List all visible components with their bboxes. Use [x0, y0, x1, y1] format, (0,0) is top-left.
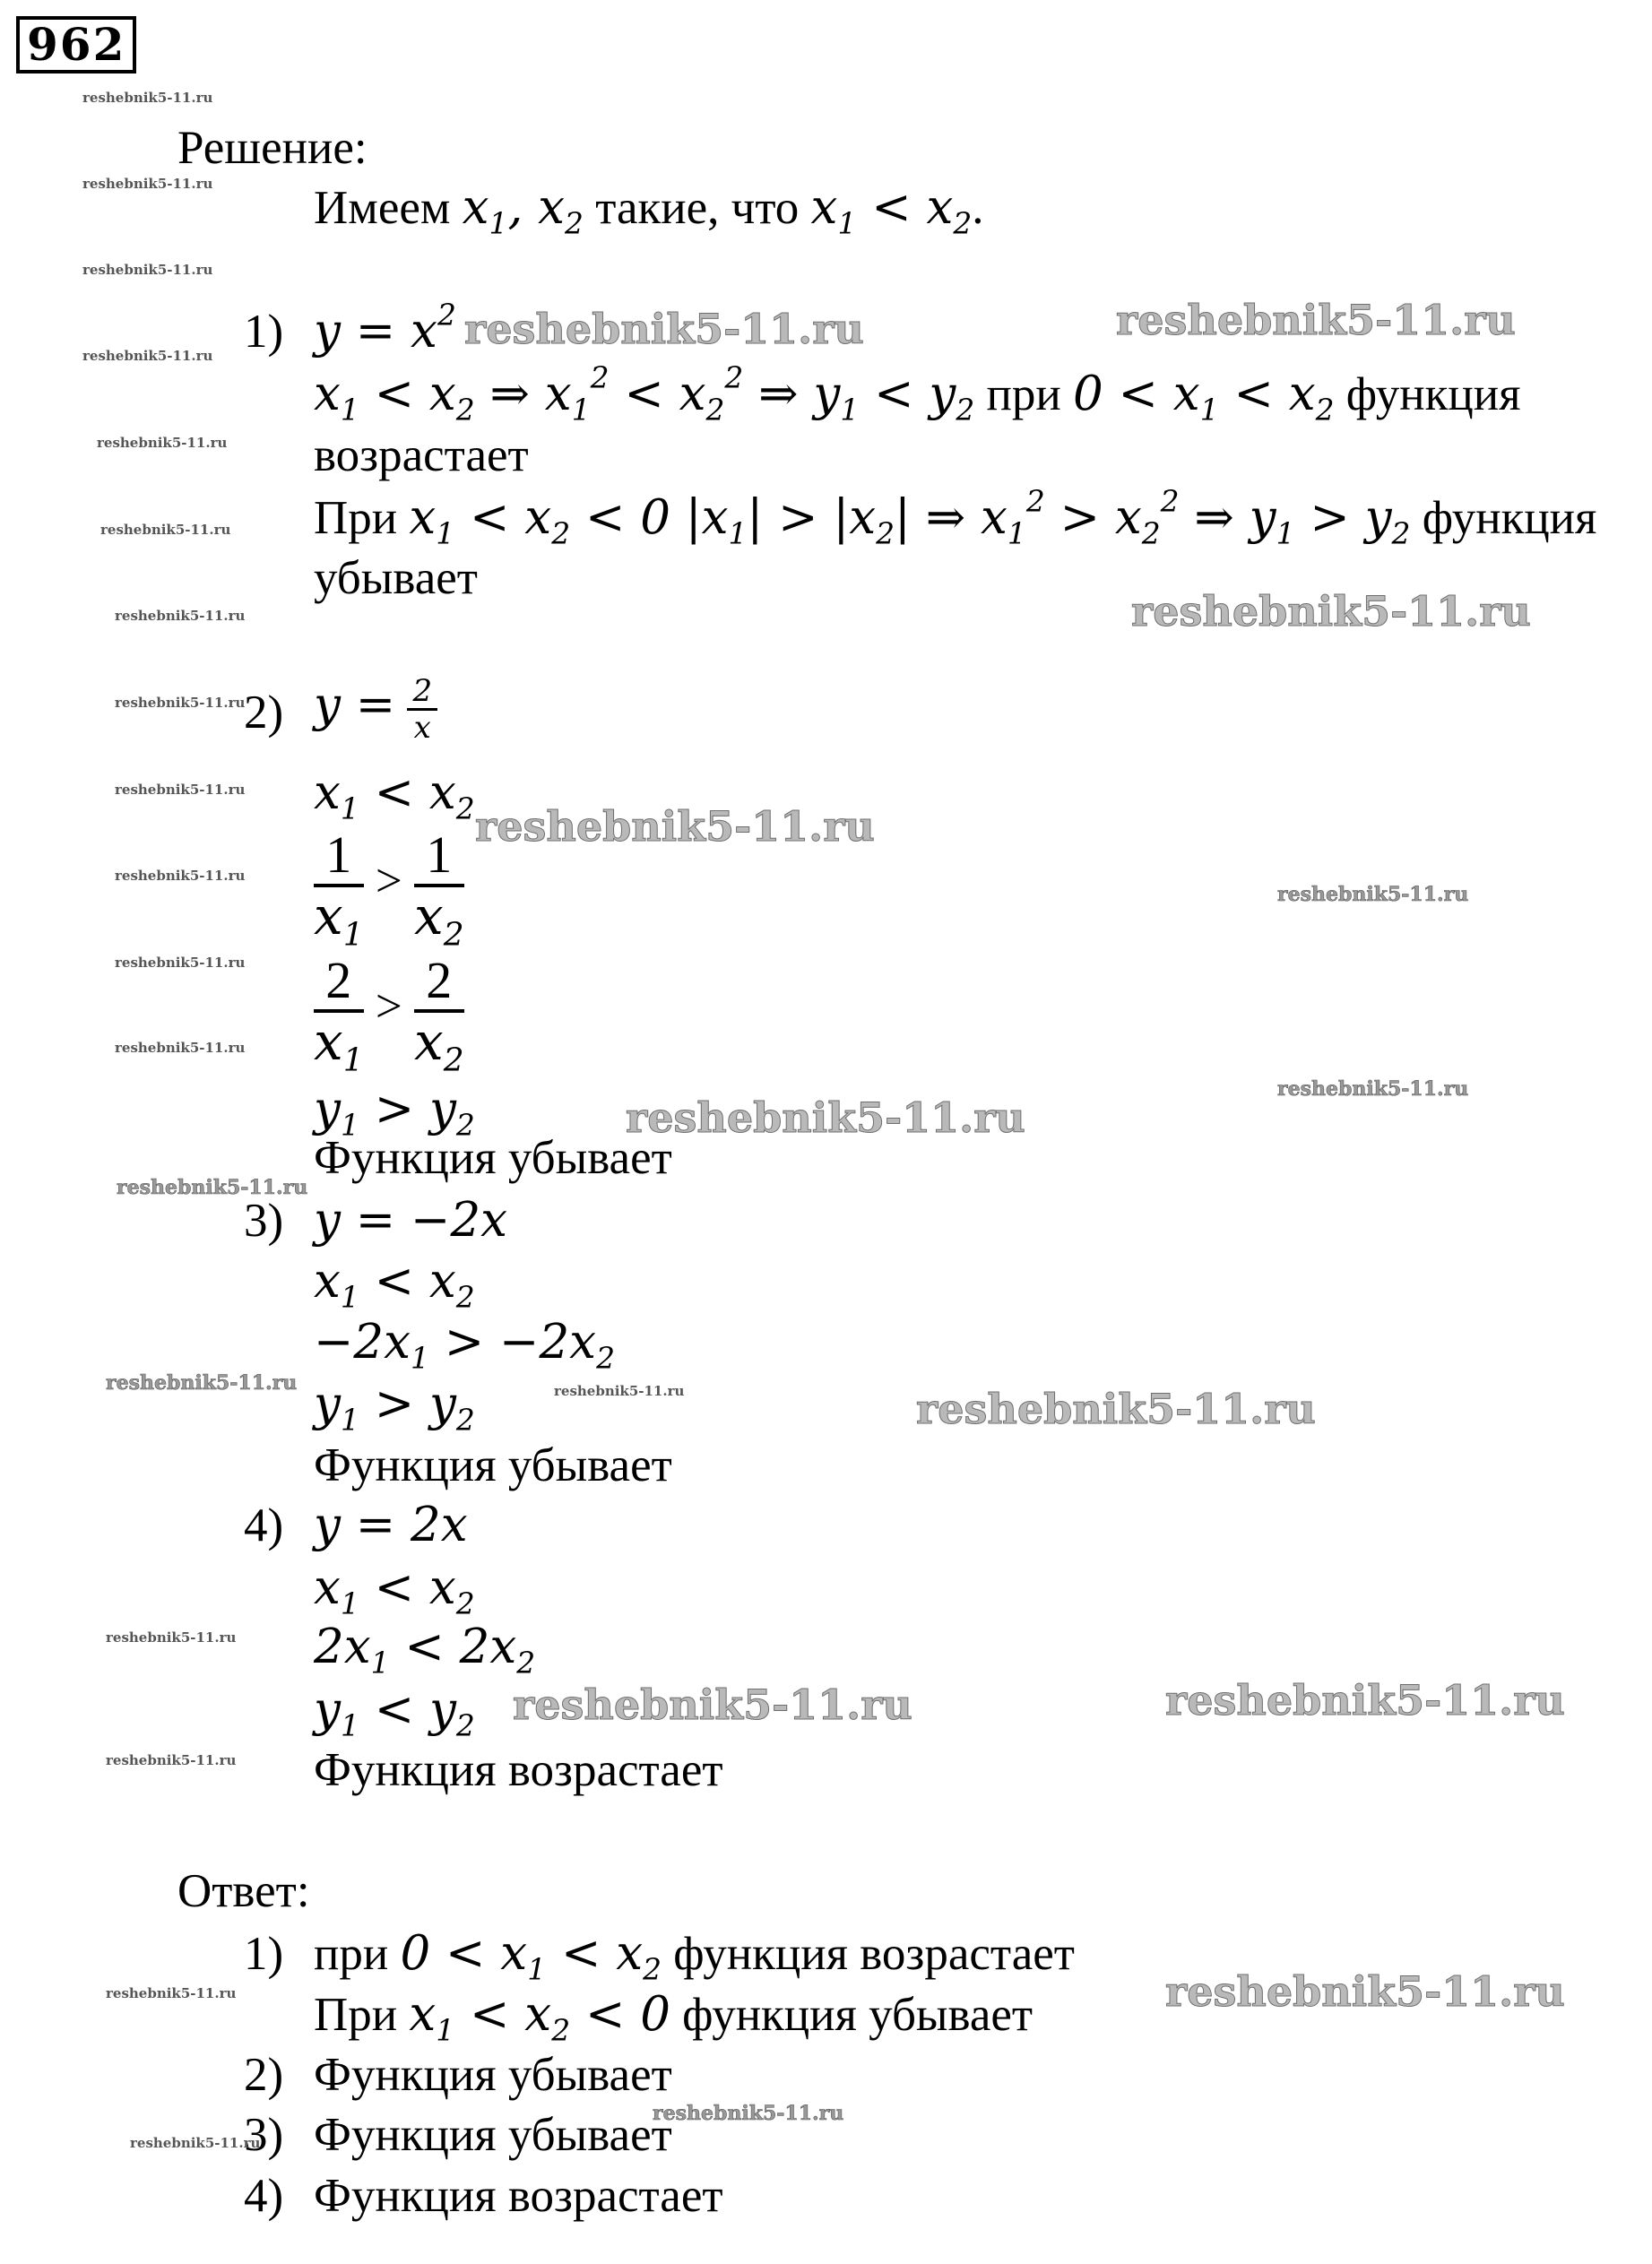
watermark: reshebnik5-11.ru — [513, 1681, 912, 1729]
case-4-line-2: $2x_1 < 2x_2$ — [314, 1620, 536, 1681]
watermark: reshebnik5-11.ru — [106, 1629, 237, 1646]
watermark: reshebnik5-11.ru — [82, 262, 213, 278]
case-1-function: $y = x^2$ — [314, 297, 456, 359]
case-2-function: y = $\frac{2}{x}$ — [314, 665, 437, 746]
watermark: reshebnik5-11.ru — [626, 1093, 1025, 1142]
case-4-conclusion: Функция возрастает — [314, 1744, 723, 1796]
watermark: reshebnik5-11.ru — [82, 348, 213, 364]
case-2-line-2: $\frac{1}{x_1}$ > $\frac{1}{x_2}$ — [314, 825, 464, 954]
case-4-function: y = 2x — [314, 1498, 468, 1552]
watermark: reshebnik5-11.ru — [115, 868, 246, 884]
watermark: reshebnik5-11.ru — [82, 176, 213, 192]
watermark: reshebnik5-11.ru — [554, 1383, 685, 1399]
answer-1-label: 1) — [244, 1928, 284, 1980]
case-2-line-3: $\frac{2}{x_1}$ > $\frac{2}{x_2}$ — [314, 950, 464, 1079]
case-4-line-1: $x_1 < x_2$ — [314, 1560, 475, 1621]
watermark: reshebnik5-11.ru — [1277, 883, 1469, 906]
case-4-line-3: $y_1 < y_2$ — [314, 1682, 475, 1743]
answer-3-text: Функция убывает — [314, 2109, 672, 2161]
watermark: reshebnik5-11.ru — [916, 1385, 1316, 1433]
intro-line: Имеем $x_1$, $x_2$ такие, что $x_1 < x_2$. — [314, 180, 984, 241]
watermark: reshebnik5-11.ru — [82, 90, 213, 106]
case-2-line-4: $y_1 > y_2$ — [314, 1082, 475, 1143]
watermark: reshebnik5-11.ru — [115, 782, 246, 798]
watermark: reshebnik5-11.ru — [115, 695, 246, 711]
case-3-conclusion: Функция убывает — [314, 1439, 672, 1491]
watermark: reshebnik5-11.ru — [106, 1985, 237, 2001]
problem-number: 962 — [16, 16, 136, 73]
watermark: reshebnik5-11.ru — [1165, 1676, 1565, 1724]
watermark: reshebnik5-11.ru — [115, 608, 246, 624]
watermark: reshebnik5-11.ru — [115, 955, 246, 971]
watermark: reshebnik5-11.ru — [106, 1752, 237, 1768]
case-1-label: 1) — [244, 306, 284, 358]
answer-heading: Ответ: — [177, 1865, 310, 1917]
answer-2-label: 2) — [244, 2049, 284, 2101]
case-1-line-3: При $x_1 < x_2 < 0$ $|x_1| > |x_2|$ ⇒ $x_1^2 > x_2^2$ ⇒ $y_1 > y_2$ функция — [314, 483, 1597, 551]
case-1-line-2: возрастает — [314, 429, 529, 481]
watermark: reshebnik5-11.ru — [115, 1040, 246, 1056]
case-3-line-3: $y_1 > y_2$ — [314, 1377, 475, 1438]
answer-2-text: Функция убывает — [314, 2049, 672, 2101]
watermark: reshebnik5-11.ru — [100, 522, 231, 538]
case-4-label: 4) — [244, 1499, 284, 1551]
watermark: reshebnik5-11.ru — [130, 2135, 261, 2151]
answer-3-label: 3) — [244, 2109, 284, 2161]
watermark: reshebnik5-11.ru — [1165, 1967, 1565, 2016]
watermark: reshebnik5-11.ru — [106, 1371, 298, 1395]
case-1-line-1: $x_1 < x_2$ ⇒ $x_1^2 < x_2^2$ ⇒ $y_1 < y_2$ при $0 < x_1 < x_2$ функция — [314, 359, 1521, 428]
case-3-label: 3) — [244, 1195, 284, 1247]
watermark: reshebnik5-11.ru — [117, 1176, 308, 1199]
watermark: reshebnik5-11.ru — [1277, 1077, 1469, 1101]
case-3-line-1: $x_1 < x_2$ — [314, 1254, 475, 1315]
watermark: reshebnik5-11.ru — [1131, 587, 1531, 635]
solution-heading: Решение: — [177, 122, 368, 174]
answer-4-label: 4) — [244, 2170, 284, 2222]
answer-1-line-1: при $0 < x_1 < x_2$ функция возрастает — [314, 1926, 1075, 1987]
case-2-line-1: $x_1 < x_2$ — [314, 765, 475, 826]
watermark: reshebnik5-11.ru — [97, 435, 228, 451]
answer-4-text: Функция возрастает — [314, 2170, 723, 2222]
answer-1-line-2: При $x_1 < x_2 < 0$ функция убывает — [314, 1987, 1034, 2048]
watermark: reshebnik5-11.ru — [464, 305, 864, 353]
watermark: reshebnik5-11.ru — [653, 2102, 844, 2125]
case-2-conclusion: Функция убывает — [314, 1132, 672, 1184]
watermark: reshebnik5-11.ru — [1116, 296, 1516, 344]
case-2-label: 2) — [244, 687, 284, 739]
case-1-line-4: убывает — [314, 552, 478, 604]
case-3-function: y = −2x — [314, 1193, 508, 1248]
watermark: reshebnik5-11.ru — [475, 802, 875, 851]
case-3-line-2: $-2x_1 > -2x_2$ — [314, 1315, 615, 1376]
